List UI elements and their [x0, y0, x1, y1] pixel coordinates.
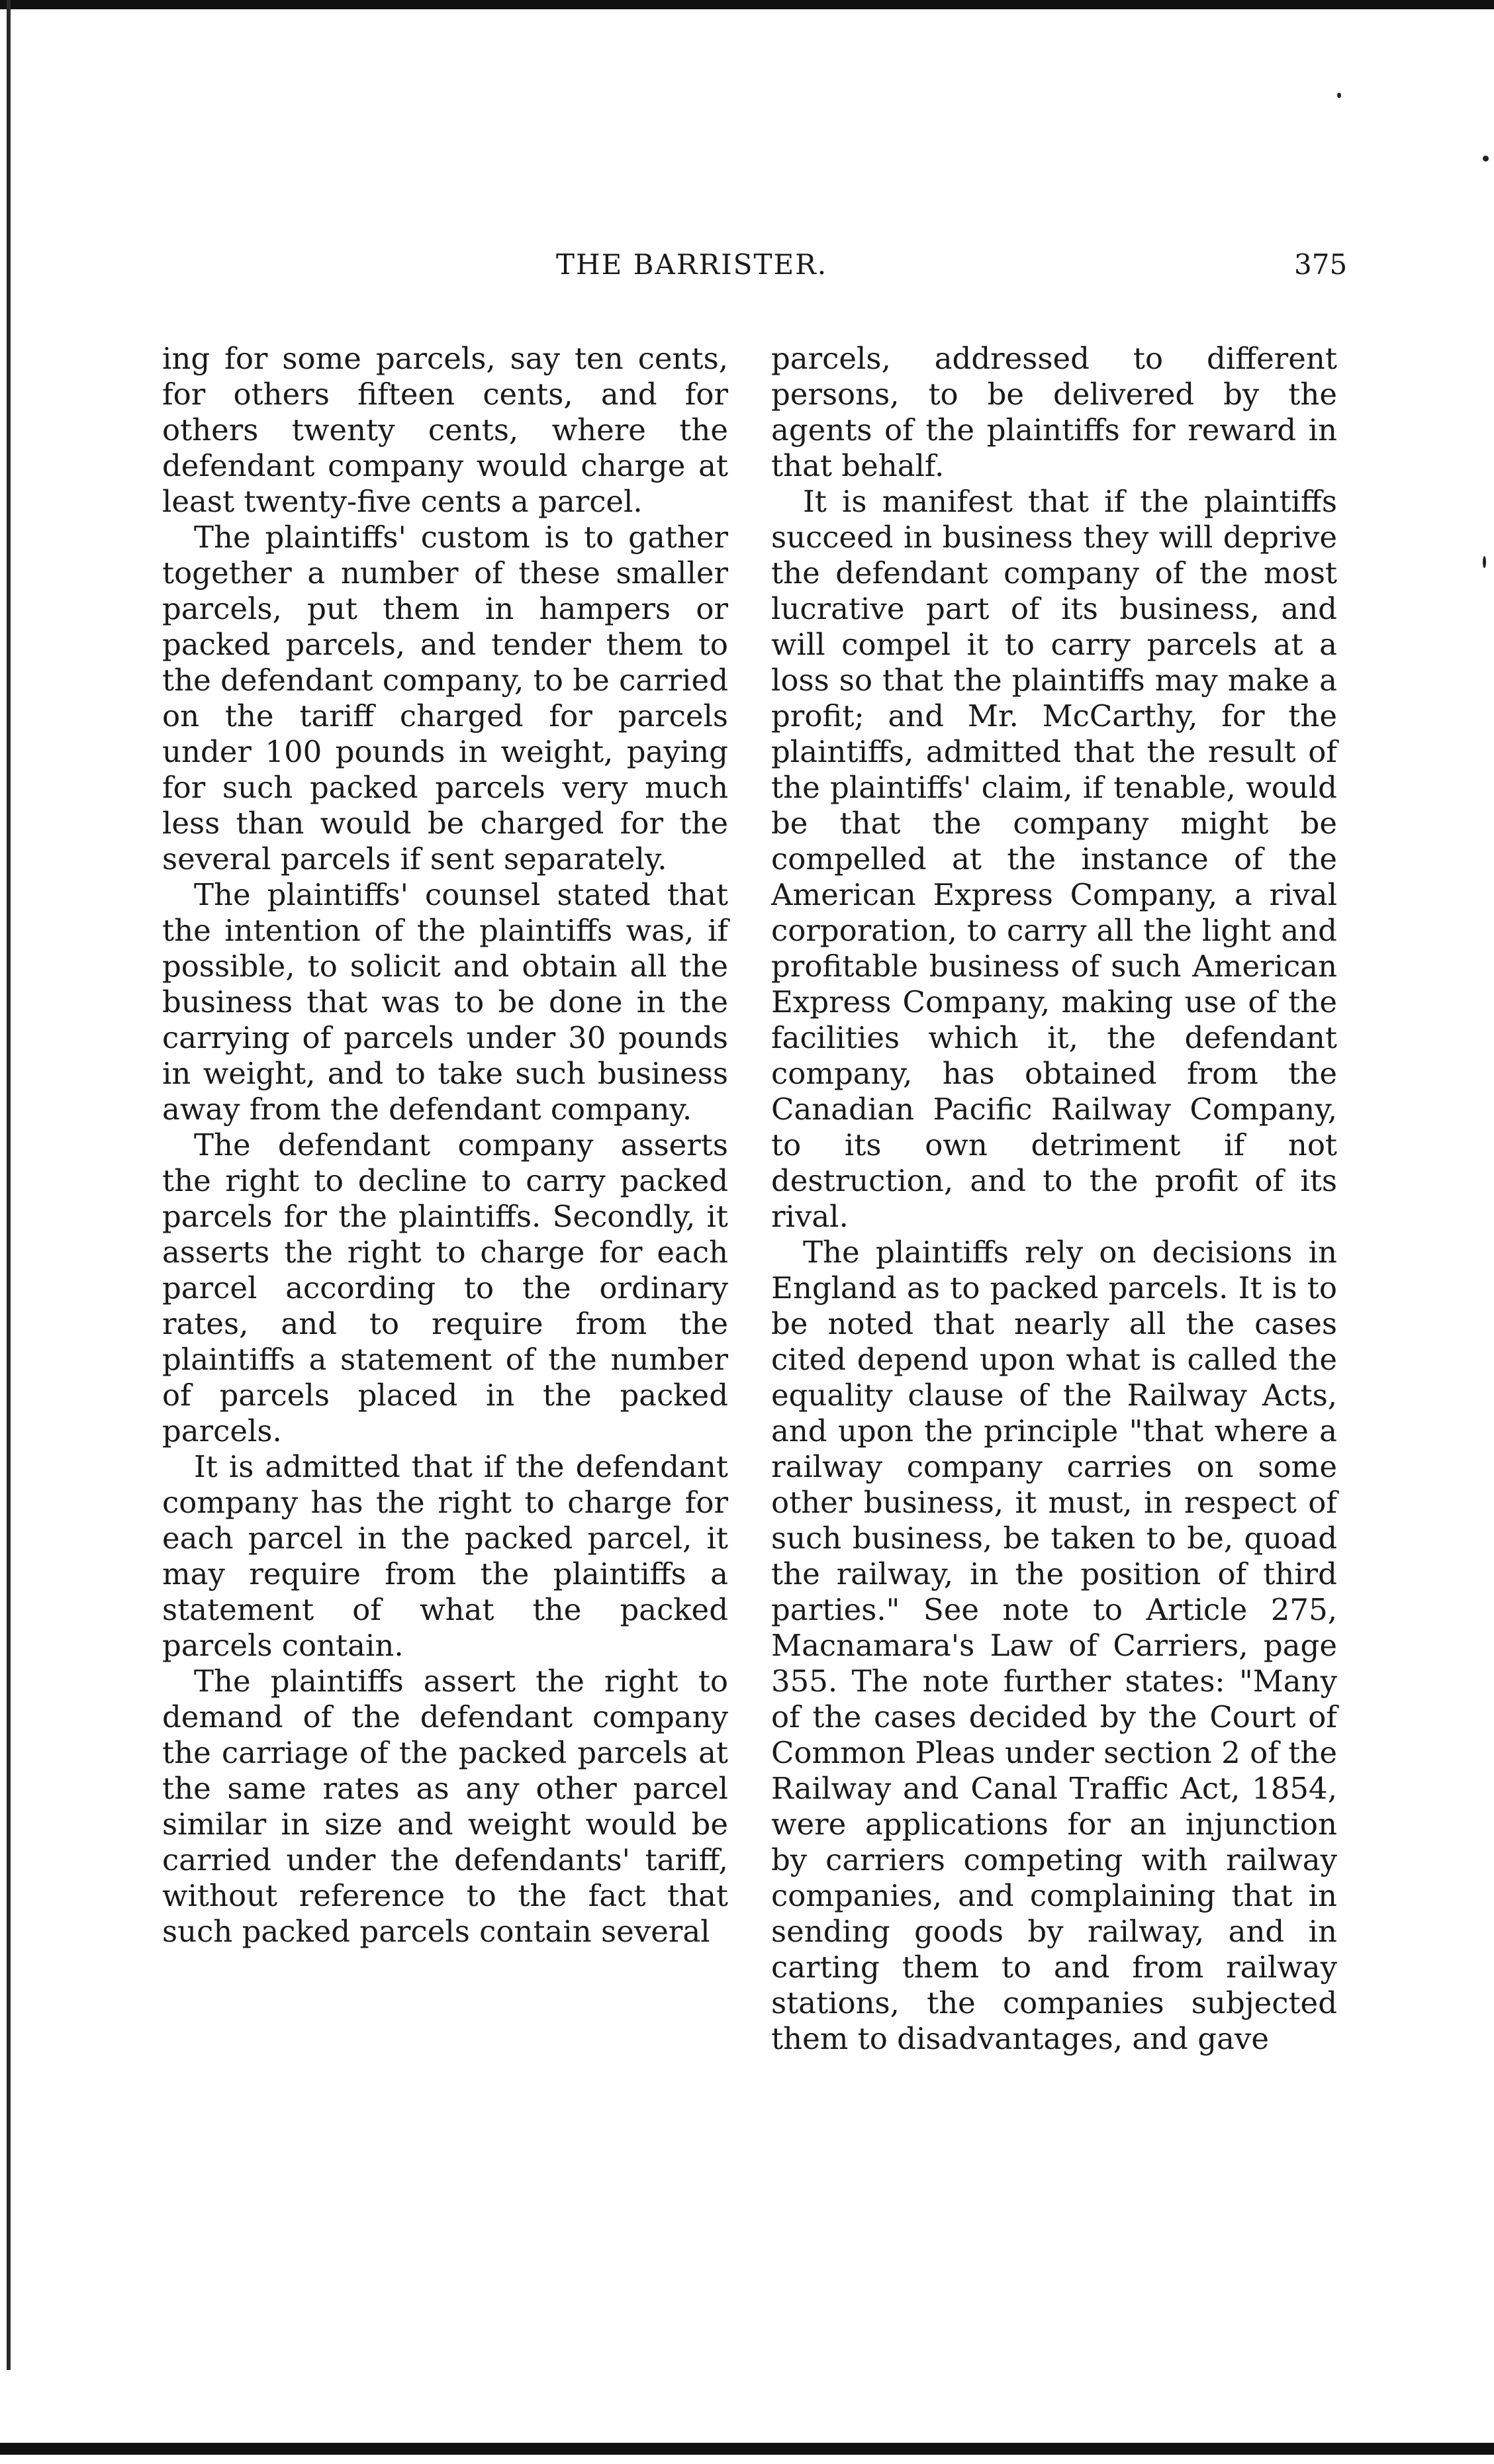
- right-column: [771, 341, 1337, 2057]
- scan-speck: [1337, 93, 1341, 98]
- paragraph: It is admitted that if the defendant company has the right to charge for each parcel in the packed parcel, it may require from the plaintiffs a statement of what the packed parcels contain.: [162, 1449, 728, 1663]
- page-number: 375: [1294, 248, 1348, 281]
- running-title: THE BARRISTER.: [556, 248, 828, 281]
- running-head: [0, 248, 1494, 288]
- paragraph: parcels, addressed to different persons, to be delivered by the agents of the plaintiffs for reward in that behalf.: [771, 341, 1337, 483]
- left-margin-rule: [7, 0, 11, 2370]
- scan-speck: [1483, 556, 1486, 568]
- paragraph: It is manifest that if the plaintiffs succeed in business they will deprive the defendant company of the most lucrative part of its business, and will compel it to carry parcels at a loss so that the plaintiffs may make a profit; and Mr. McCarthy, for the plaintiffs, admitted that the result of the plaintiffs' claim, if tenable, would be that the company might be compelled at the instance of the American Express Company, a rival corporation, to carry all the light and profitable business of such American Express Company, making use of the facilities which it, the defendant company, has obtained from the Canadian Pacific Railway Company, to its own detriment if not destruction, and to the profit of its rival.: [771, 484, 1337, 1234]
- bottom-border-rule: [0, 2443, 1494, 2455]
- paragraph: The plaintiffs' custom is to gather together a number of these smaller parcels, put them in hampers or packed parcels, and tender them to the defendant company, to be carried on the tariff charged for parcels under 100 pounds in weight, paying for such packed parcels very much less than would be charged for the several parcels if sent separately.: [162, 520, 728, 877]
- paragraph: The defendant company asserts the right to decline to carry packed parcels for the plaintiffs. Secondly, it asserts the right to charge for each parcel according to the ordinary rates, and to require from the plaintiffs a statement of the number of parcels placed in the packed parcels.: [162, 1127, 728, 1448]
- paragraph: The plaintiffs' counsel stated that the intention of the plaintiffs was, if possible, to solicit and obtain all the business that was to be done in the carrying of parcels under 30 pounds in weight, and to take such business away from the defendant company.: [162, 877, 728, 1127]
- top-border-rule: [0, 0, 1494, 9]
- paragraph: The plaintiffs assert the right to demand of the defendant company the carriage of the packed parcels at the same rates as any other parcel similar in size and weight would be carried under the defendants' tariff, without reference to the fact that such packed parcels contain several: [162, 1664, 728, 1949]
- paragraph: The plaintiffs rely on decisions in England as to packed parcels. It is to be noted that nearly all the cases cited depend upon what is called the equality clause of the Railway Acts, and upon the principle "that where a railway company carries on some other business, it must, in respect of such business, be taken to be, quoad the railway, in the position of third parties." See note to Article 275, Macnamara's Law of Carriers, page 355. The note further states: "Many of the cases decided by the Court of Common Pleas under section 2 of the Railway and Canal Traffic Act, 1854, were applications for an injunction by carriers competing with railway companies, and complaining that in sending goods by railway, and in carting them to and from railway stations, the companies subjected them to disadvantages, and gave: [771, 1235, 1337, 2056]
- scan-speck: [1483, 156, 1489, 162]
- paragraph: ing for some parcels, say ten cents, for others fifteen cents, and for others twenty cents, where the defendant company would charge at least twenty-five cents a parcel.: [162, 341, 728, 519]
- left-column: [162, 341, 728, 1950]
